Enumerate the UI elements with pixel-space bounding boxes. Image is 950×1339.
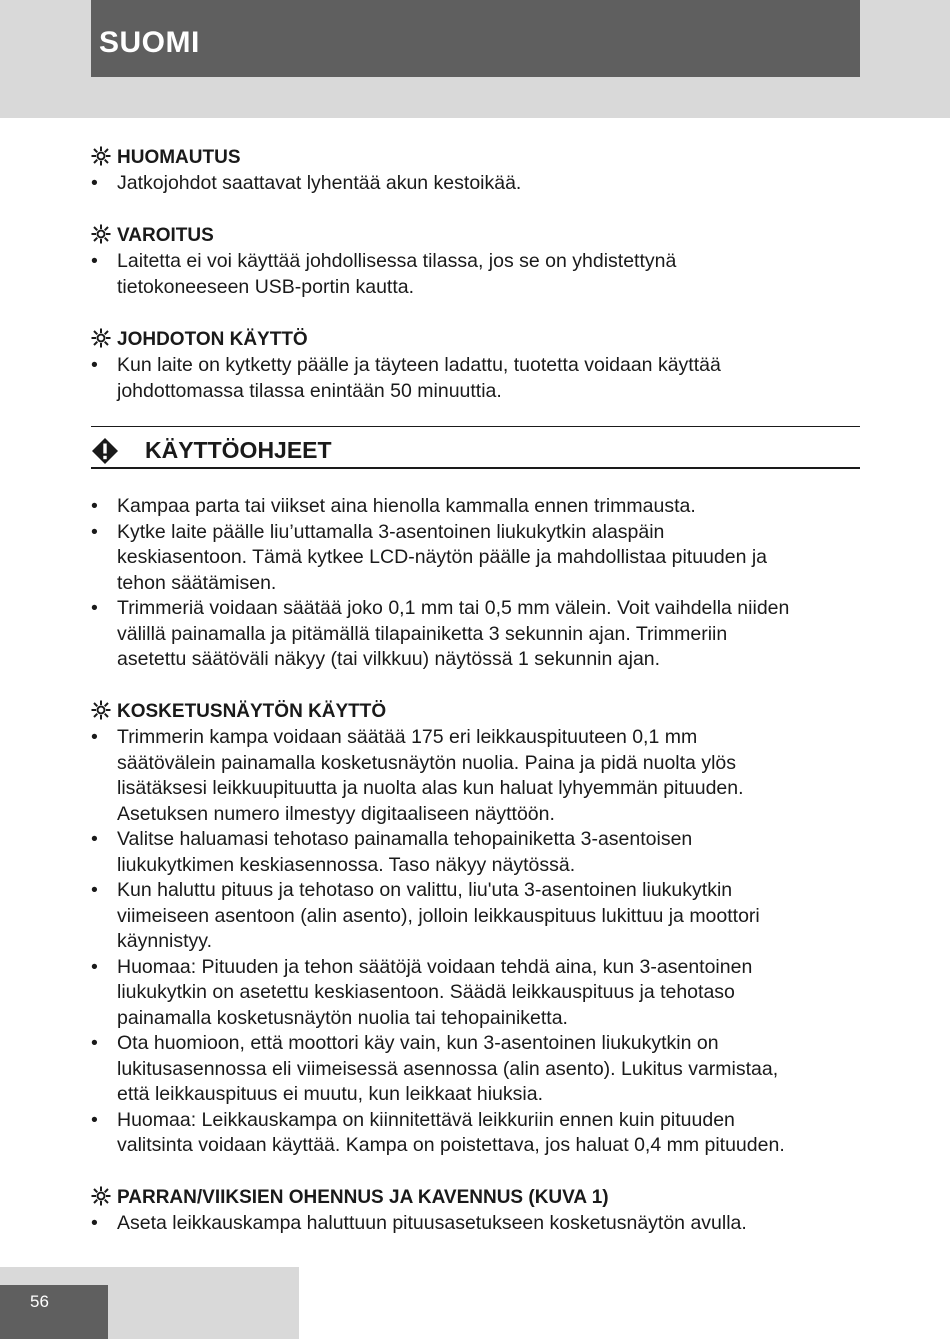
list-item: • Kampaa parta tai viikset aina hienolla kammalla ennen trimmausta. (91, 494, 861, 520)
bullet-line: Kun haluttu pituus ja tehotaso on valittu, liu'uta 3-asentoinen liukukytkin (117, 879, 733, 901)
bullet-line: Huomaa: Leikkauskampa on kiinnitettävä leikkuriin ennen kuin pituuden (117, 1108, 735, 1131)
bullet-line: tehon säätämisen. (117, 571, 277, 594)
instructions-bullets (91, 494, 861, 673)
list-item: • Kun haluttu pituus ja tehotaso on valittu, liu'uta 3-asentoinen liukukytkin viimeiseen asentoon (alin asento), jolloin leikkauspituus lukittuu ja moottori käynnistyy. (91, 878, 861, 955)
list-item: • Valitse haluamasi tehotaso painamalla tehopainiketta 3-asentoisen liukukytkimen keskiasennossa. Taso näkyy näytössä. (91, 827, 861, 878)
bullet-line: Aseta leikkauskampa haluttuun pituusasetukseen kosketusnäytön avulla. (117, 1212, 747, 1234)
section-rule-bottom (91, 467, 860, 469)
bullet-line: liukukytkin on asetettu keskiasentoon. Säädä leikkauspituus ja tehotaso (117, 981, 735, 1003)
warning-diamond-icon (91, 437, 119, 465)
bullet-line: säätövälein painamalla kosketusnäytön nuolia. Paina ja pidä nuolta ylös (117, 751, 736, 774)
cordless-heading-text: JOHDOTON KÄYTTÖ (117, 329, 308, 350)
sun-burst-icon (91, 146, 111, 166)
bullet-line: Kun laite on kytketty päälle ja täyteen ladattu, tuotetta voidaan käyttää (117, 354, 721, 376)
touch-heading-text: KOSKETUSNÄYTÖN KÄYTTÖ (117, 701, 387, 722)
beard-heading (91, 1186, 609, 1209)
bullet-line: painamalla kosketusnäytön nuolia tai tehopainiketta. (117, 1006, 568, 1029)
bullet-line: asetettu säätöväli näkyy (tai vilkkuu) näytössä 1 sekunnin ajan. (117, 648, 661, 670)
bullet-line: että leikkauspituus ei muutu, kun leikkaat hiuksia. (117, 1083, 543, 1105)
list-item: • Jatkojohdot saattavat lyhentää akun kestoikää. (91, 171, 861, 197)
sun-burst-icon (91, 328, 111, 348)
warning-heading-text: VAROITUS (117, 225, 214, 246)
section-title: KÄYTTÖOHJEET (145, 437, 332, 463)
section-rule-top (91, 426, 860, 427)
bullet-line: Huomaa: Pituuden ja tehon säätöjä voidaan tehdä aina, kun 3-asentoinen (117, 955, 753, 978)
page-number-box (0, 1285, 108, 1339)
bullet-line: Laitetta ei voi käyttää johdollisessa tilassa, jos se on yhdistettynä (117, 250, 677, 272)
note-heading (91, 146, 241, 169)
list-item: • Trimmeriä voidaan säätää joko 0,1 mm tai 0,5 mm välein. Voit vaihdella niiden välillä painamalla ja pitämällä tilapainiketta 3 sekunnin ajan. Trimmeriin asetettu säätöväli näkyy (tai vilkkuu) näytössä 1 sekunnin ajan. (91, 596, 861, 673)
bullet-line: tietokoneeseen USB-portin kautta. (117, 275, 415, 298)
language-tab (91, 0, 860, 77)
list-item: • Kun laite on kytketty päälle ja täyteen ladattu, tuotetta voidaan käyttää johdottomassa tilassa enintään 50 minuuttia. (91, 353, 861, 404)
list-item: • Trimmerin kampa voidaan säätää 175 eri leikkauspituuteen 0,1 mm säätövälein painamalla kosketusnäytön nuolia. Paina ja pidä nuolta ylös lisätäksesi leikkuupituutta ja nuolta alas kun haluat lyhyemmän pituuden. Asetuksen numero ilmestyy digitaaliseen näyttöön. (91, 725, 861, 827)
note-heading-text: HUOMAUTUS (117, 147, 241, 168)
page-number: 56 (30, 1292, 49, 1311)
list-item: • Aseta leikkauskampa haluttuun pituusasetukseen kosketusnäytön avulla. (91, 1211, 861, 1237)
list-item: • Huomaa: Leikkauskampa on kiinnitettävä leikkuriin ennen kuin pituuden valitsinta voidaan käyttää. Kampa on poistettava, jos haluat 0,4 mm pituuden. (91, 1108, 861, 1159)
bullet-line: Asetuksen numero ilmestyy digitaaliseen näyttöön. (117, 802, 555, 825)
list-item: • Kytke laite päälle liu’uttamalla 3-asentoinen liukukytkin alaspäin keskiasentoon. Tämä kytkee LCD-näytön päälle ja mahdollistaa pituuden ja tehon säätämisen. (91, 520, 861, 597)
sun-burst-icon (91, 224, 111, 244)
bullet-line: lukitusasennossa eli viimeisessä asennossa (alin asento). Lukitus varmistaa, (117, 1057, 779, 1080)
beard-bullets (91, 1211, 861, 1237)
language-label: SUOMI (99, 26, 200, 59)
bullet-line: Trimmeriä voidaan säätää joko 0,1 mm tai 0,5 mm välein. Voit vaihdella niiden (117, 597, 790, 619)
list-item: • Huomaa: Pituuden ja tehon säätöjä voidaan tehdä aina, kun 3-asentoinen liukukytkin on asetettu keskiasentoon. Säädä leikkauspituus ja tehotaso painamalla kosketusnäytön nuolia tai tehopainiketta. (91, 955, 861, 1032)
list-item: • Laitetta ei voi käyttää johdollisessa tilassa, jos se on yhdistettynä tietokoneeseen USB-portin kautta. (91, 249, 861, 300)
list-item: • Ota huomioon, että moottori käy vain, kun 3-asentoinen liukukytkin on lukitusasennossa eli viimeisessä asennossa (alin asento). Lukitus varmistaa, että leikkauspituus ei muutu, kun leikkaat hiuksia. (91, 1031, 861, 1108)
bullet-line: lisätäksesi leikkuupituutta ja nuolta alas kun haluat lyhyemmän pituuden. (117, 777, 744, 799)
bullet-line: Valitse haluamasi tehotaso painamalla tehopainiketta 3-asentoisen (117, 828, 693, 850)
touch-heading (91, 700, 386, 723)
beard-heading-text: PARRAN/VIIKSIEN OHENNUS JA KAVENNUS (KUVA 1) (117, 1187, 609, 1208)
cordless-bullets (91, 353, 861, 404)
bullet-line: liukukytkimen keskiasennossa. Taso näkyy näytössä. (117, 853, 576, 876)
bullet-line: Kampaa parta tai viikset aina hienolla kammalla ennen trimmausta. (117, 495, 696, 517)
bullet-line: välillä painamalla ja pitämällä tilapainiketta 3 sekunnin ajan. Trimmeriin (117, 622, 728, 645)
warning-bullets (91, 249, 861, 300)
touch-bullets (91, 725, 861, 1159)
bullet-line: Ota huomioon, että moottori käy vain, kun 3-asentoinen liukukytkin on (117, 1032, 719, 1054)
bullet-line: viimeiseen asentoon (alin asento), jolloin leikkauspituus lukittuu ja moottori (117, 904, 760, 927)
sun-burst-icon (91, 1186, 111, 1206)
bullet-line: keskiasentoon. Tämä kytkee LCD-näytön päälle ja mahdollistaa pituuden ja (117, 546, 768, 568)
cordless-heading (91, 328, 308, 351)
sun-burst-icon (91, 700, 111, 720)
bullet-line: Kytke laite päälle liu’uttamalla 3-asentoinen liukukytkin alaspäin (117, 520, 665, 543)
warning-heading (91, 224, 214, 247)
bullet-line: Jatkojohdot saattavat lyhentää akun kestoikää. (117, 172, 522, 194)
bullet-line: johdottomassa tilassa enintään 50 minuuttia. (117, 379, 502, 402)
bullet-line: käynnistyy. (117, 930, 213, 952)
note-bullets (91, 171, 861, 197)
bullet-line: valitsinta voidaan käyttää. Kampa on poistettava, jos haluat 0,4 mm pituuden. (117, 1134, 785, 1156)
bullet-line: Trimmerin kampa voidaan säätää 175 eri leikkauspituuteen 0,1 mm (117, 726, 698, 748)
